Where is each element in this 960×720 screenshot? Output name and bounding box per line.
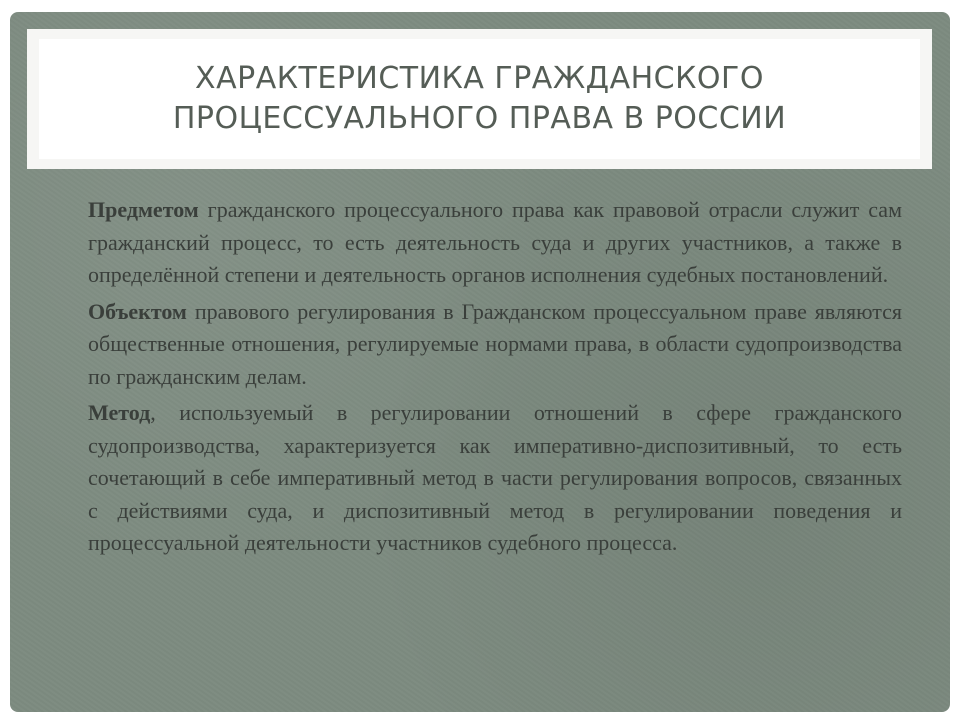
slide-body <box>88 194 902 564</box>
paragraph-method-text: , используемый в регулировании отношений в сфере гражданского судопроизводства, характеризуется как императивно-диспозитивный, то есть сочетающий в себе императивный метод в части регулирования вопросов, связанных с действиями суда, и диспозитивный метод в регулировании поведения и процессуальной деятельности участников судебного процесса. <box>88 400 902 555</box>
paragraph-subject <box>88 194 902 292</box>
paragraph-object-text: правового регулирования в Гражданском процессуальном праве являются общественные отношения, регулируемые нормами права, в области судопроизводства по гражданским делам. <box>88 298 902 389</box>
slide-title: ХАРАКТЕРИСТИКА ГРАЖДАНСКОГО ПРОЦЕССУАЛЬНОГО ПРАВА В РОССИИ <box>172 61 787 136</box>
paragraph-method <box>88 397 902 560</box>
paragraph-object <box>88 296 902 394</box>
title-banner <box>27 29 932 169</box>
title-panel <box>39 39 920 159</box>
term-subject: Предметом <box>88 197 199 222</box>
paragraph-subject-text: гражданского процессуального права как правовой отрасли служит сам гражданский процесс, то есть деятельность суда и других участников, а также в определённой степени и деятельность органов исполнения судебных постановлений. <box>88 197 902 287</box>
slide <box>10 12 950 712</box>
term-method: Метод <box>88 400 151 425</box>
term-object: Объектом <box>88 298 187 324</box>
